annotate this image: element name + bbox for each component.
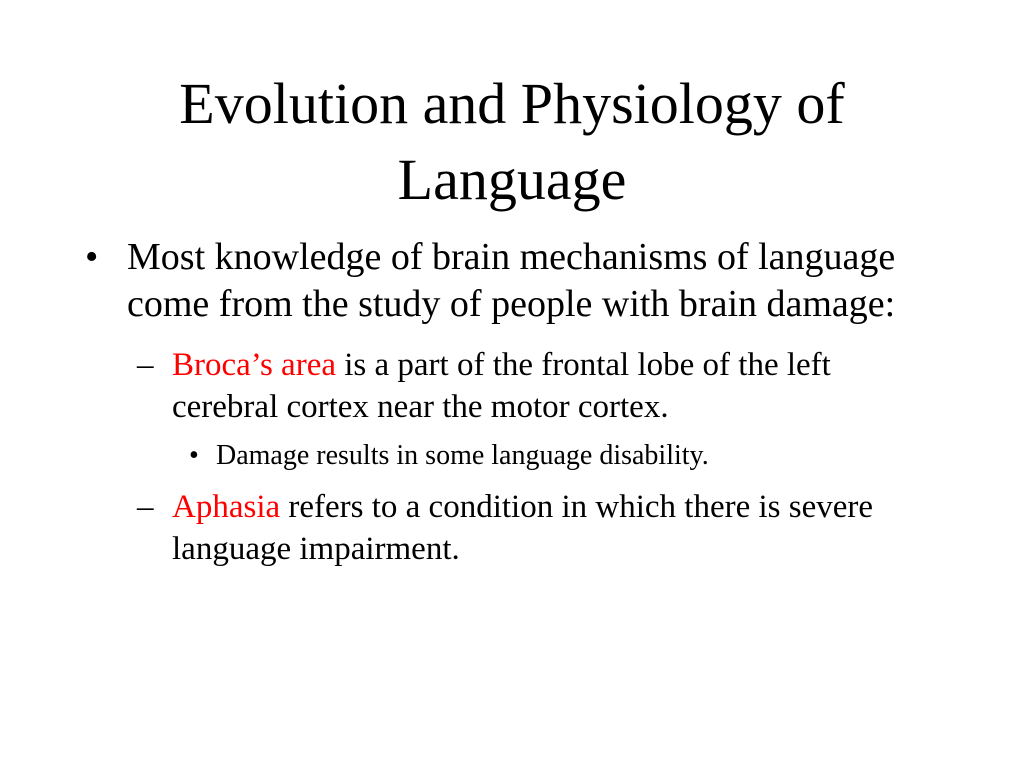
bullet-marker: •: [189, 440, 199, 471]
bullet-list: [0, 234, 1024, 570]
bullet-text: Most knowledge of brain mechanisms of language come from the study of people with brain damage:: [127, 236, 896, 325]
bullet-marker: •: [85, 236, 99, 278]
highlighted-term: Broca’s area: [172, 347, 336, 383]
dash-marker: –: [137, 347, 154, 383]
bullet-text: refers to a condition in which there is severe language impairment.: [172, 489, 874, 567]
bullet-text: is a part of the frontal lobe of the left cerebral cortex near the motor cortex.: [172, 347, 831, 425]
bullet-item-level3: [0, 438, 1024, 474]
dash-marker: –: [137, 489, 154, 525]
bullet-text: Damage results in some language disability.: [216, 440, 709, 471]
slide-title: Evolution and Physiology of Language: [179, 71, 845, 212]
bullet-item-level2: [0, 344, 1024, 428]
bullet-item-level2: [0, 486, 1024, 570]
highlighted-term: Aphasia: [172, 489, 281, 525]
bullet-item-level1: [0, 234, 1024, 328]
